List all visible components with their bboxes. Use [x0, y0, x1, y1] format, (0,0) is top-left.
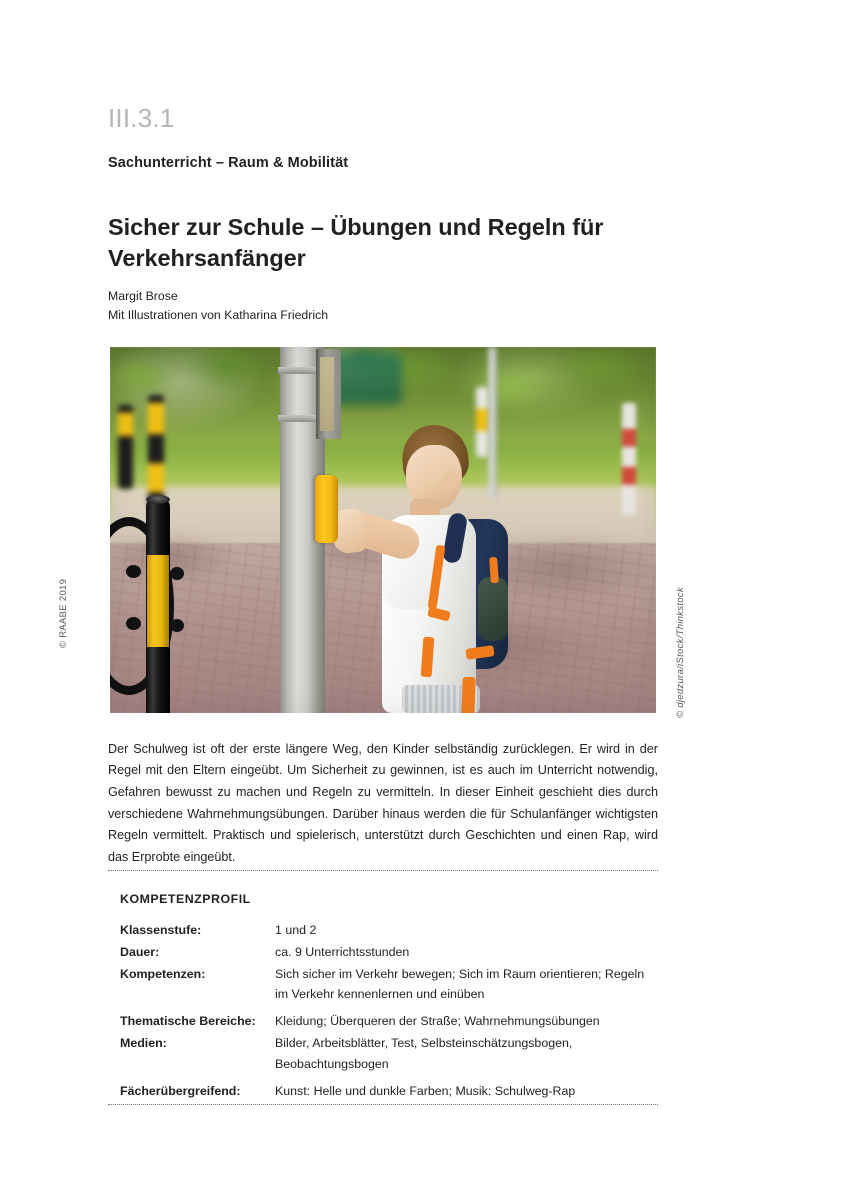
row-value: Kunst: Helle und dunkle Farben; Musik: Schulweg-Rap [275, 1083, 576, 1098]
competency-profile-table [120, 920, 660, 1103]
header-photo [110, 347, 656, 713]
table-row [120, 964, 660, 1006]
table-row [120, 942, 660, 964]
row-value: Sich sicher im Verkehr bewegen; Sich im Raum orientieren; Regeln im Verkehr kennenlernen und einüben [275, 967, 645, 1002]
row-value: Kleidung; Überqueren der Straße; Wahrnehmungsübungen [275, 1014, 600, 1029]
photo-credit: © djedzura/iStock/Thinkstock [675, 586, 686, 718]
divider-bottom [108, 1104, 658, 1105]
table-row [120, 920, 660, 942]
row-value: Bilder, Arbeitsblätter, Test, Selbsteinschätzungsbogen, Beobachtungsbogen [275, 1036, 573, 1071]
illustration-credit: Mit Illustrationen von Katharina Friedrich [108, 307, 329, 322]
table-row [120, 1006, 660, 1033]
competency-profile-heading: KOMPETENZPROFIL [120, 892, 251, 906]
row-label: Klassenstufe: [120, 923, 202, 937]
row-value: 1 und 2 [275, 923, 317, 937]
subject-line: Sachunterricht – Raum & Mobilität [108, 155, 349, 171]
intro-paragraph: Der Schulweg ist oft der erste längere Weg, den Kinder selbständig zurücklegen. Er wird in der Regel mit den Eltern eingeübt. Um Sicherheit zu gewinnen, ist es auch im Unterricht notwendig, Gefahren bewusst zu machen und Regeln zu vermitteln. In dieser Einheit geschieht dies durch verschiedene Wahrnehmungsübungen. Darüber hinaus werden die für Schulanfänger wichtigsten Regeln vermittelt. Praktisch und spielerisch, unterstützt durch Geschichten und einen Rap, wird das Erprobte eingeübt. [108, 741, 658, 864]
photo-vignette [110, 347, 656, 713]
row-label: Kompetenzen: [120, 967, 206, 982]
row-label: Fächerübergreifend: [120, 1083, 241, 1098]
author-name: Margit Brose [108, 289, 178, 303]
row-label: Thematische Bereiche: [120, 1014, 256, 1029]
publisher-credit: © RAABE 2019 [58, 578, 69, 648]
table-row [120, 1033, 660, 1075]
table-row [120, 1076, 660, 1103]
page-title: Sicher zur Schule – Übungen und Regeln für Verkehrsanfänger [108, 213, 604, 271]
divider-top [108, 870, 658, 871]
chapter-number: III.3.1 [108, 103, 175, 133]
row-label: Medien: [120, 1036, 167, 1051]
row-value: ca. 9 Unterrichtsstunden [275, 945, 410, 960]
author-block [108, 287, 328, 324]
row-label: Dauer: [120, 945, 160, 960]
